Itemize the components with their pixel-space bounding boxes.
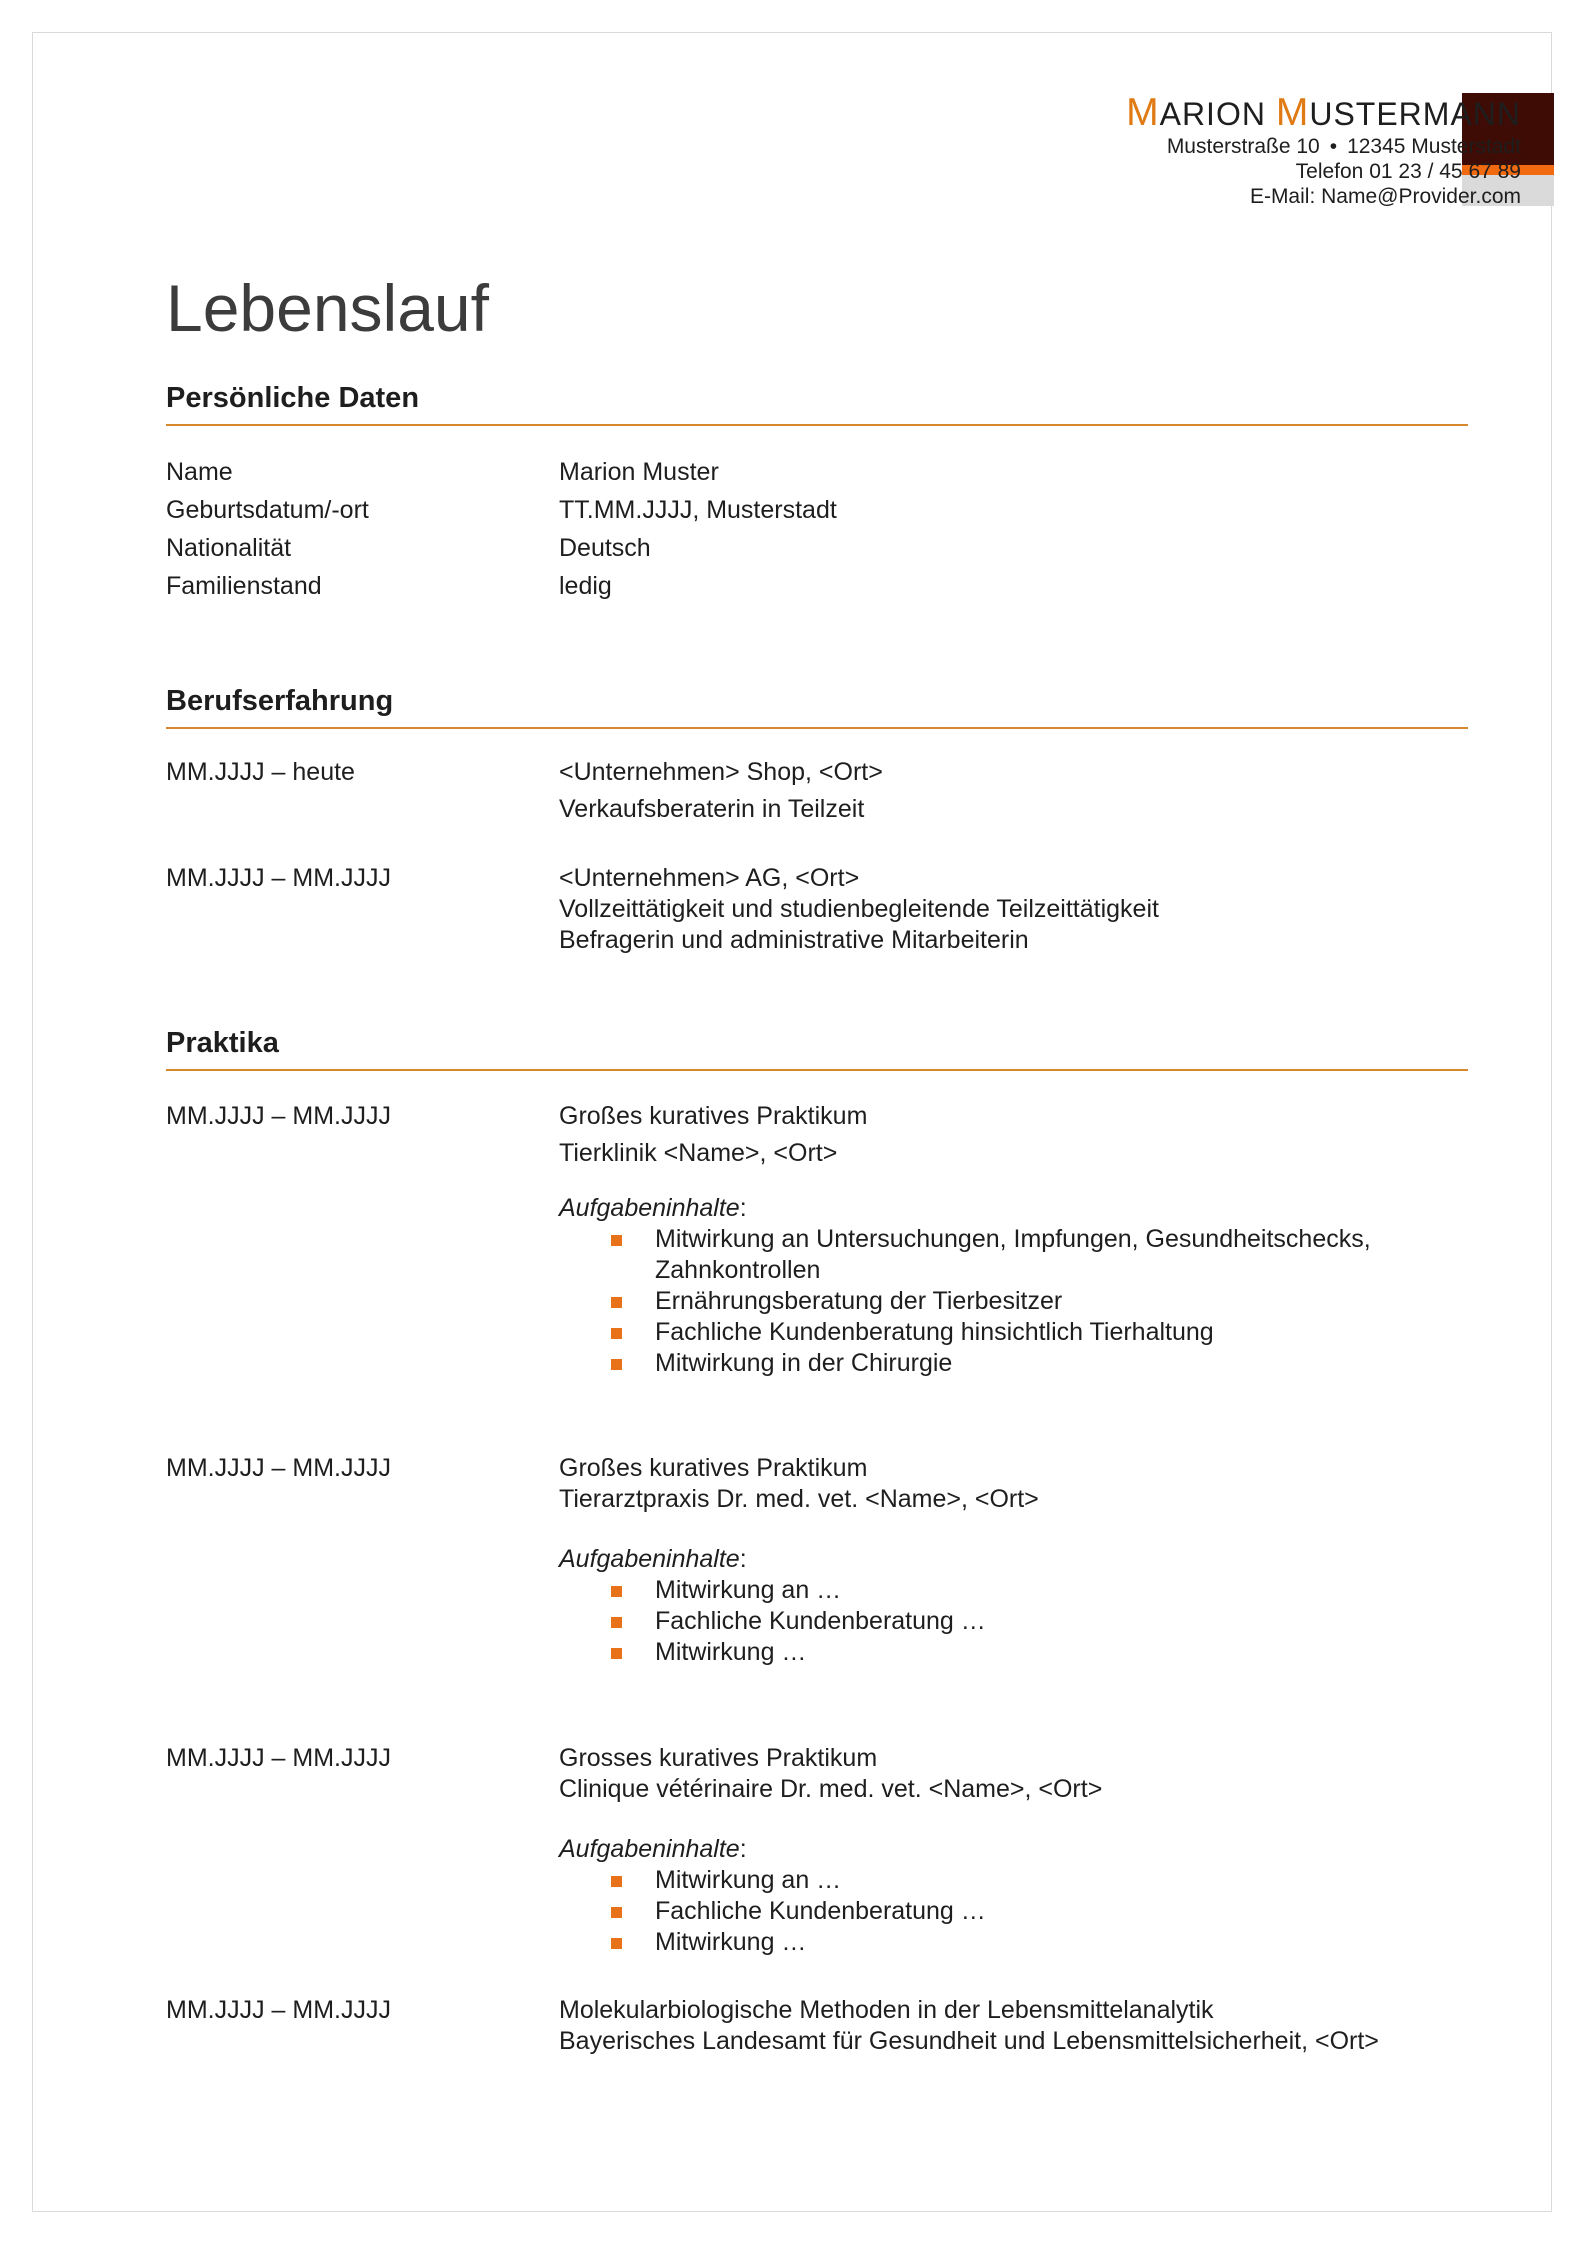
- separator-dot: •: [1329, 135, 1338, 158]
- square-bullet-icon: [611, 1235, 622, 1246]
- page-title: Lebenslauf: [166, 271, 489, 345]
- internship-title: Großes kuratives Praktikum: [559, 1454, 868, 1482]
- square-bullet-icon: [611, 1328, 622, 1339]
- tasks-label: Aufgabeninhalte:: [559, 1835, 747, 1863]
- square-bullet-icon: [611, 1617, 622, 1628]
- internship-place: Tierarztpraxis Dr. med. vet. <Name>, <Ort>: [559, 1485, 1039, 1513]
- entry-company: <Unternehmen> AG, <Ort>: [559, 864, 860, 892]
- internship-place: Clinique vétérinaire Dr. med. vet. <Name>, <Ort>: [559, 1775, 1103, 1803]
- tasks-label: Aufgabeninhalte:: [559, 1545, 747, 1573]
- personal-label: Familienstand: [166, 572, 322, 600]
- entry-details: [559, 1995, 1468, 2057]
- tasks-label: Aufgabeninhalte:: [559, 1194, 747, 1222]
- square-bullet-icon: [611, 1648, 622, 1659]
- entry-description: Vollzeittätigkeit und studienbegleitende Teilzeittätigkeit: [559, 895, 1159, 923]
- square-bullet-icon: [611, 1907, 622, 1918]
- list-item: Mitwirkung in der Chirurgie: [559, 1348, 1468, 1379]
- list-item: Ernährungsberatung der Tierbesitzer: [559, 1286, 1468, 1317]
- personal-value: TT.MM.JJJJ, Musterstadt: [559, 496, 837, 524]
- section-personal-data: [166, 380, 1468, 620]
- personal-label: Nationalität: [166, 534, 292, 562]
- tasks-list: [559, 1575, 1468, 1668]
- square-bullet-icon: [611, 1359, 622, 1370]
- entry-date: MM.JJJJ – MM.JJJJ: [166, 1454, 391, 1482]
- section-work-experience: [166, 683, 1468, 973]
- section-heading-experience: Berufserfahrung: [166, 683, 1468, 729]
- personal-label: Geburtsdatum/-ort: [166, 496, 369, 524]
- tasks-list: [559, 1224, 1468, 1379]
- entry-details: [559, 1743, 1468, 1958]
- entry-date: MM.JJJJ – MM.JJJJ: [166, 1102, 391, 1130]
- entry-date: MM.JJJJ – MM.JJJJ: [166, 1744, 391, 1772]
- personal-label: Name: [166, 458, 233, 486]
- entry-date: MM.JJJJ – MM.JJJJ: [166, 1996, 391, 2024]
- section-heading-internships: Praktika: [166, 1025, 1468, 1071]
- section-heading-personal: Persönliche Daten: [166, 380, 1468, 426]
- entry-details: [559, 863, 1468, 956]
- square-bullet-icon: [611, 1876, 622, 1887]
- personal-value: Marion Muster: [559, 458, 719, 486]
- internship-title: Molekularbiologische Methoden in der Lebensmittelanalytik: [559, 1996, 1214, 2024]
- internship-place: Bayerisches Landesamt für Gesundheit und Lebensmittelsicherheit, <Ort>: [559, 2027, 1379, 2055]
- list-item: Mitwirkung …: [559, 1927, 1468, 1958]
- entry-details: [559, 1453, 1468, 1668]
- personal-value: Deutsch: [559, 534, 651, 562]
- list-item: Fachliche Kundenberatung …: [559, 1606, 1468, 1637]
- address-line: [1126, 134, 1521, 159]
- list-item: Mitwirkung an …: [559, 1865, 1468, 1896]
- square-bullet-icon: [611, 1586, 622, 1597]
- internship-title: Großes kuratives Praktikum: [559, 1102, 868, 1130]
- applicant-name-header: MARION MUSTERMANN: [1126, 91, 1521, 134]
- square-bullet-icon: [611, 1938, 622, 1949]
- personal-value: ledig: [559, 572, 612, 600]
- internship-title: Grosses kuratives Praktikum: [559, 1744, 878, 1772]
- section-internships: [166, 1025, 1468, 2085]
- list-item: Fachliche Kundenberatung …: [559, 1896, 1468, 1927]
- entry-date: MM.JJJJ – MM.JJJJ: [166, 864, 391, 892]
- entry-company: <Unternehmen> Shop, <Ort>: [559, 758, 883, 786]
- phone-line: Telefon 01 23 / 45 67 89: [1295, 160, 1521, 183]
- list-item: Mitwirkung an …: [559, 1575, 1468, 1606]
- internship-place: Tierklinik <Name>, <Ort>: [559, 1139, 838, 1167]
- email-line: E-Mail: Name@Provider.com: [1249, 185, 1521, 208]
- entry-details: [559, 757, 1468, 825]
- tasks-list: [559, 1865, 1468, 1958]
- entry-details: [559, 1101, 1468, 1379]
- square-bullet-icon: [611, 1297, 622, 1308]
- list-item: Mitwirkung an Untersuchungen, Impfungen, Gesundheitschecks, Zahnkontrollen: [559, 1224, 1468, 1286]
- list-item: Mitwirkung …: [559, 1637, 1468, 1668]
- entry-date: MM.JJJJ – heute: [166, 758, 355, 786]
- list-item: Fachliche Kundenberatung hinsichtlich Tierhaltung: [559, 1317, 1468, 1348]
- contact-header: [1126, 91, 1521, 209]
- entry-role: Befragerin und administrative Mitarbeiterin: [559, 926, 1029, 954]
- street: Musterstraße 10: [1166, 135, 1320, 158]
- entry-role: Verkaufsberaterin in Teilzeit: [559, 795, 865, 823]
- city: 12345 Musterstadt: [1347, 135, 1521, 158]
